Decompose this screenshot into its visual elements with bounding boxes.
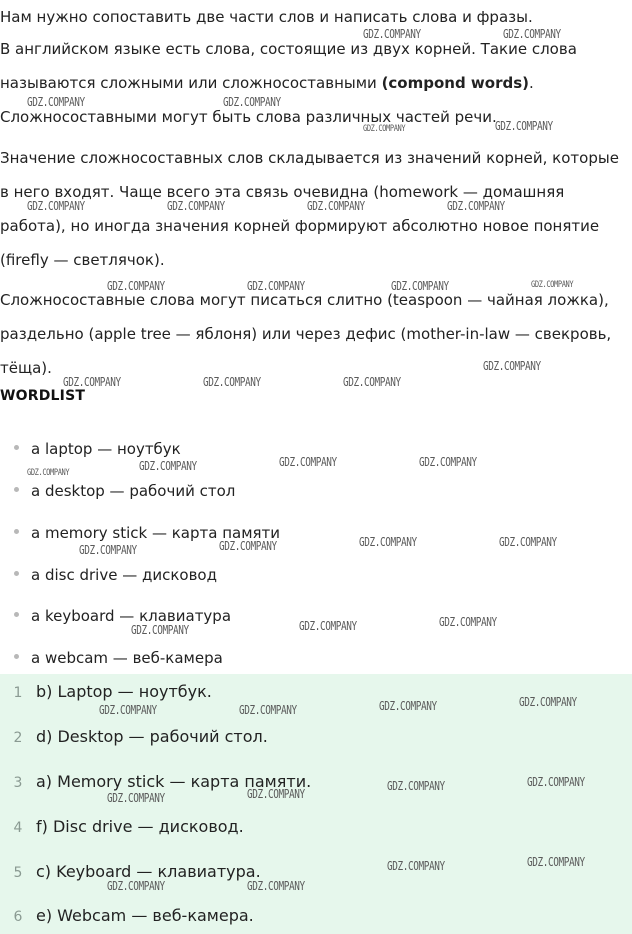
- bullet-icon: [14, 571, 19, 576]
- intro-paragraph-2-end: .: [529, 74, 534, 92]
- watermark: GDZ.COMPANY: [379, 699, 437, 713]
- watermark: GDZ.COMPANY: [447, 199, 505, 213]
- answer-number: 4: [13, 820, 23, 836]
- watermark: GDZ.COMPANY: [531, 280, 574, 290]
- watermark: GDZ.COMPANY: [27, 199, 85, 213]
- watermark: GDZ.COMPANY: [203, 375, 261, 389]
- watermark: GDZ.COMPANY: [247, 879, 305, 893]
- answer-text: e) Webcam — веб-камера.: [36, 906, 254, 925]
- watermark: GDZ.COMPANY: [363, 124, 406, 134]
- intro-paragraph-2-text: В английском языке есть слова, состоящие из двух корней. Такие слова называются сложными или сложносоставными: [0, 40, 577, 92]
- watermark: GDZ.COMPANY: [527, 855, 585, 869]
- watermark: GDZ.COMPANY: [139, 459, 197, 473]
- watermark: GDZ.COMPANY: [107, 791, 165, 805]
- watermark: GDZ.COMPANY: [387, 859, 445, 873]
- wordlist-item-text: a memory stick — карта памяти: [31, 524, 281, 542]
- wordlist-item-text: a webcam — веб-камера: [31, 649, 223, 667]
- answer-number: 2: [13, 730, 23, 746]
- watermark: GDZ.COMPANY: [391, 279, 449, 293]
- watermark: GDZ.COMPANY: [307, 199, 365, 213]
- watermark: GDZ.COMPANY: [27, 468, 70, 478]
- watermark: GDZ.COMPANY: [247, 279, 305, 293]
- bullet-icon: [14, 654, 19, 659]
- wordlist-item-text: a disc drive — дисковод: [31, 566, 217, 584]
- wordlist-item: [14, 566, 217, 584]
- watermark: GDZ.COMPANY: [519, 695, 577, 709]
- watermark: GDZ.COMPANY: [279, 455, 337, 469]
- wordlist-item: [14, 482, 235, 500]
- answer-text: b) Laptop — ноутбук.: [36, 682, 212, 701]
- answer-list: [0, 674, 632, 934]
- wordlist-item: [14, 607, 231, 625]
- watermark: GDZ.COMPANY: [387, 779, 445, 793]
- wordlist-item: [14, 440, 181, 458]
- bullet-icon: [14, 445, 19, 450]
- watermark: GDZ.COMPANY: [167, 199, 225, 213]
- watermark: GDZ.COMPANY: [483, 359, 541, 373]
- wordlist-heading: WORDLIST: [0, 388, 86, 404]
- answer-number: 3: [13, 775, 23, 791]
- watermark: GDZ.COMPANY: [499, 535, 557, 549]
- watermark: GDZ.COMPANY: [363, 27, 421, 41]
- watermark: GDZ.COMPANY: [79, 543, 137, 557]
- answer-number: 1: [13, 685, 23, 701]
- intro-paragraph-3: Сложносоставными могут быть слова различных частей речи.: [0, 108, 497, 126]
- watermark: GDZ.COMPANY: [343, 375, 401, 389]
- answer-text: d) Desktop — рабочий стол.: [36, 727, 268, 746]
- watermark: GDZ.COMPANY: [131, 623, 189, 637]
- answer-item: [0, 862, 261, 881]
- wordlist-item: [14, 524, 280, 542]
- intro-paragraph-2: [0, 32, 600, 100]
- wordlist-item-text: a laptop — ноутбук: [31, 440, 181, 458]
- bullet-icon: [14, 529, 19, 534]
- answer-item: [0, 906, 254, 925]
- answer-number: 5: [13, 865, 23, 881]
- wordlist-item-text: a keyboard — клавиатура: [31, 607, 232, 625]
- answer-item: [0, 772, 311, 791]
- wordlist-item-text: a desktop — рабочий стол: [31, 482, 236, 500]
- answer-item: [0, 727, 268, 746]
- watermark: GDZ.COMPANY: [63, 375, 121, 389]
- watermark: GDZ.COMPANY: [527, 775, 585, 789]
- intro-paragraph-4: Значение сложносоставных слов складывается из значений корней, которые в него входят. Чаще всего эта связь очевидна (homework — домашняя работа), но иногда значения корней формируют абсолютно новое понятие (firefly — светлячок).: [0, 149, 619, 269]
- watermark: GDZ.COMPANY: [99, 703, 157, 717]
- watermark: GDZ.COMPANY: [359, 535, 417, 549]
- intro-paragraph-1: Нам нужно сопоставить две части слов и написать слова и фразы.: [0, 8, 533, 26]
- watermark: GDZ.COMPANY: [27, 95, 85, 109]
- bullet-icon: [14, 612, 19, 617]
- answer-text: c) Keyboard — клавиатура.: [36, 862, 261, 881]
- watermark: GDZ.COMPANY: [107, 279, 165, 293]
- answer-number: 6: [13, 909, 23, 925]
- watermark: GDZ.COMPANY: [439, 615, 497, 629]
- wordlist-item: [14, 649, 223, 667]
- watermark: GDZ.COMPANY: [299, 619, 357, 633]
- watermark: GDZ.COMPANY: [419, 455, 477, 469]
- answer-item: [0, 682, 212, 701]
- watermark: GDZ.COMPANY: [503, 27, 561, 41]
- answer-text: f) Disc drive — дисковод.: [36, 817, 244, 836]
- compound-words-term: (compond words): [381, 74, 530, 92]
- watermark: GDZ.COMPANY: [223, 95, 281, 109]
- watermark: GDZ.COMPANY: [219, 539, 277, 553]
- watermark: GDZ.COMPANY: [495, 119, 553, 133]
- answer-text: a) Memory stick — карта памяти.: [36, 772, 312, 791]
- answer-item: [0, 817, 244, 836]
- intro-paragraph-5: Сложносоставные слова могут писаться слитно (teaspoon — чайная ложка), раздельно (apple tree — яблоня) или через дефис (mother-in-law — свекровь, тёща).: [0, 291, 612, 377]
- watermark: GDZ.COMPANY: [107, 879, 165, 893]
- watermark: GDZ.COMPANY: [239, 703, 297, 717]
- watermark: GDZ.COMPANY: [247, 787, 305, 801]
- bullet-icon: [14, 487, 19, 492]
